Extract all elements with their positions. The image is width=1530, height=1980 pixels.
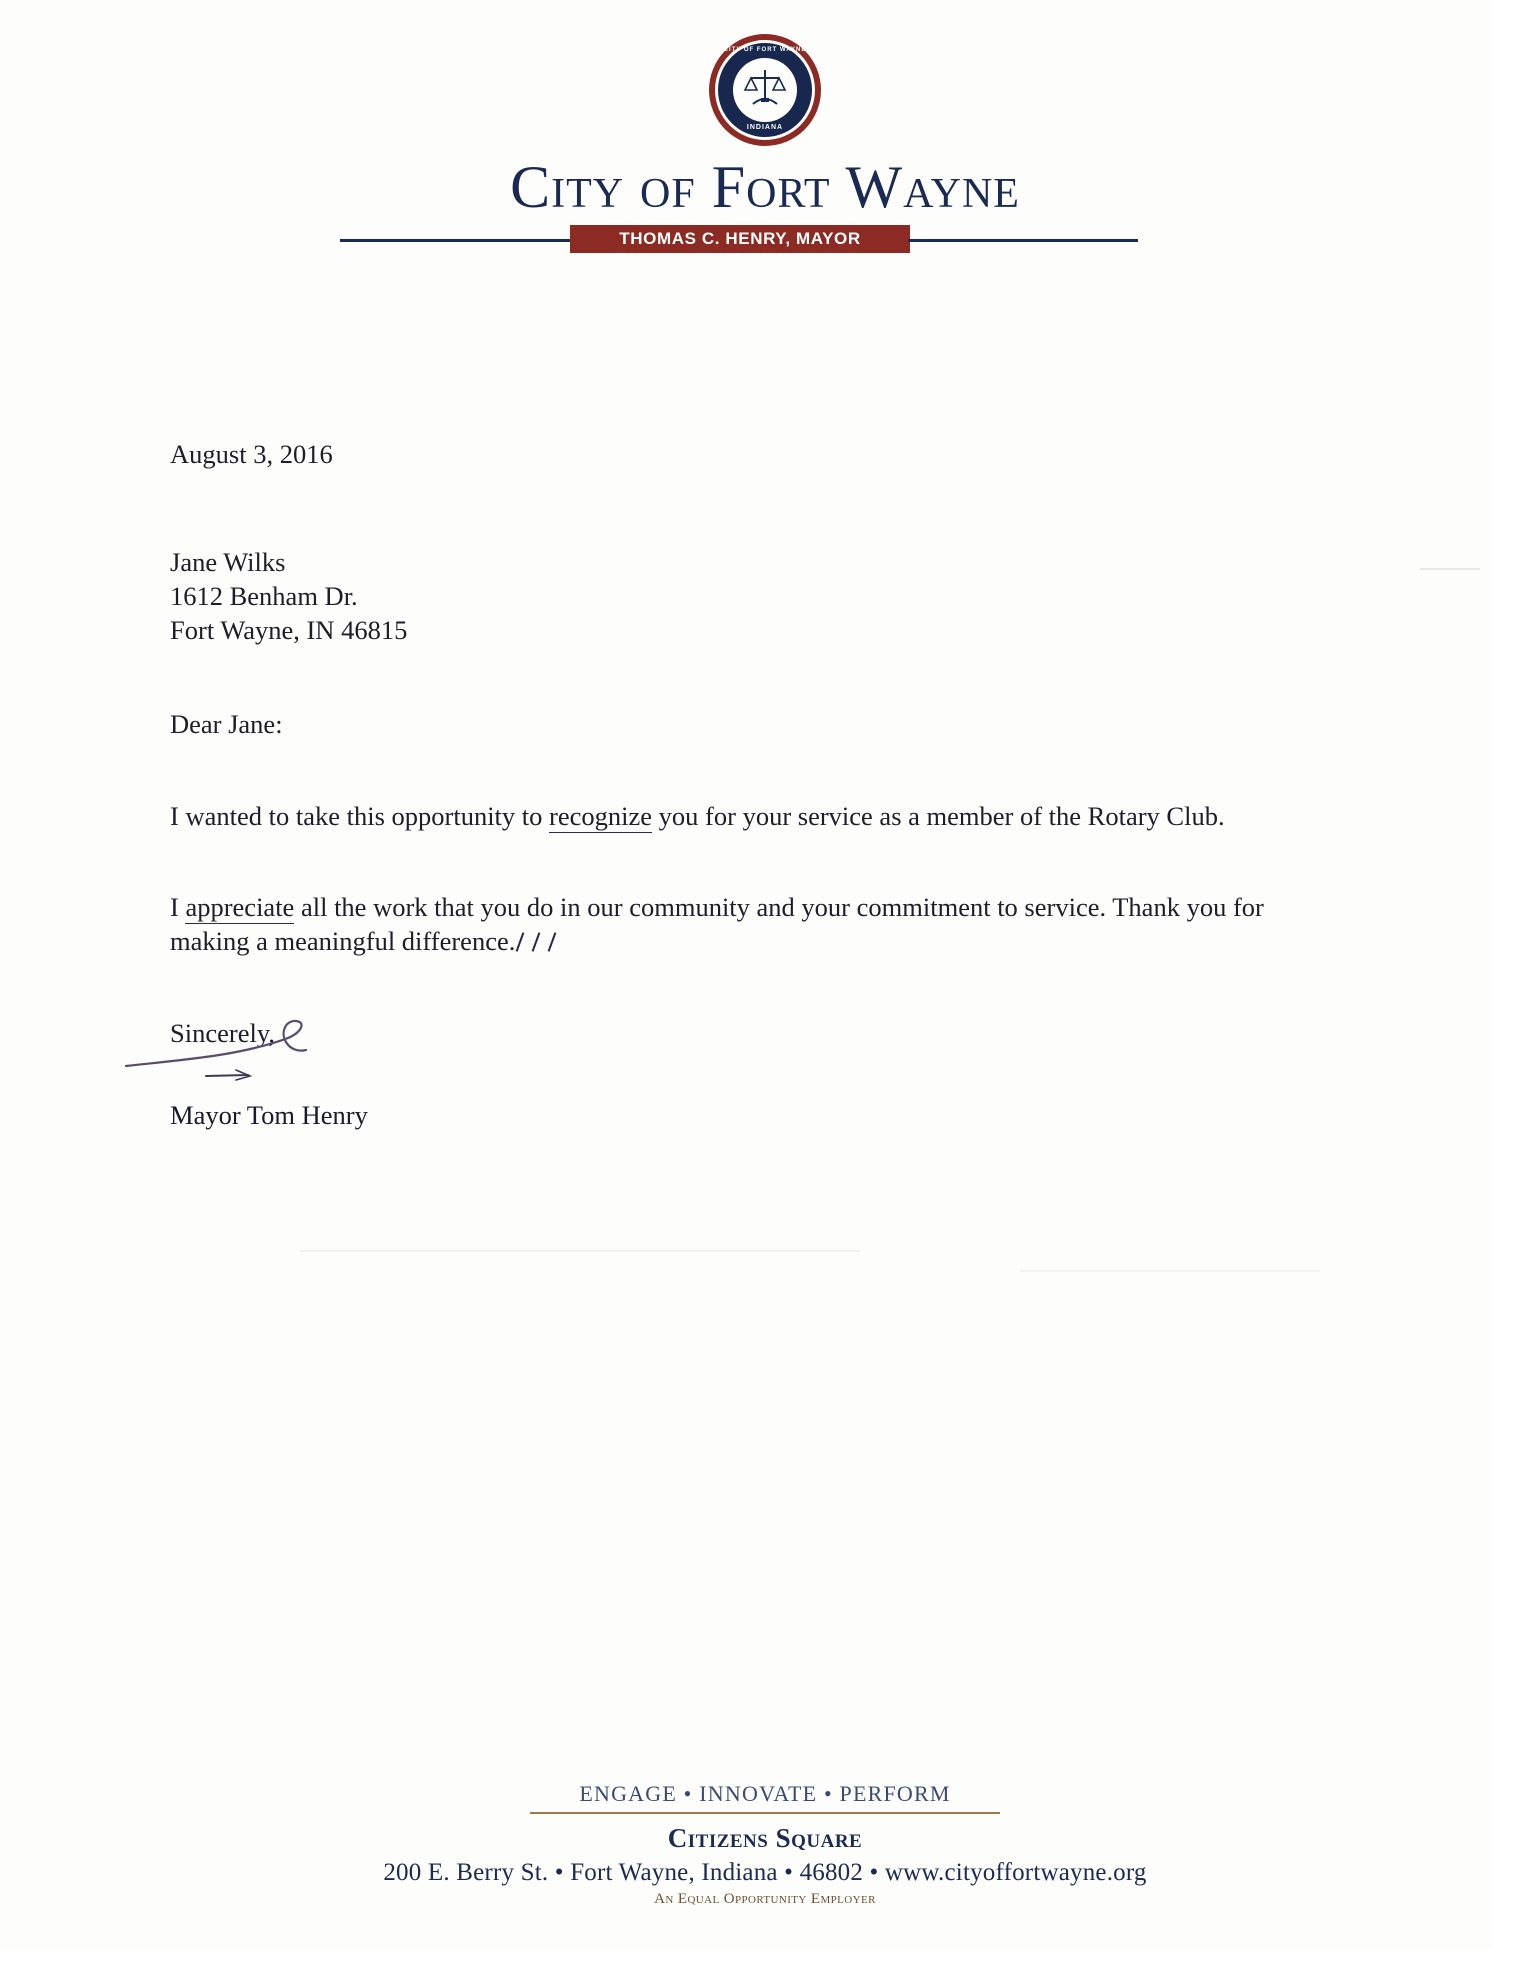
seal-emblem-icon	[739, 64, 791, 116]
footer-address: 200 E. Berry St. • Fort Wayne, Indiana • 46802 • www.cityoffortwayne.org	[383, 1859, 1147, 1886]
recipient-city-state-zip: Fort Wayne, IN 46815	[170, 614, 408, 645]
mayor-bar: THOMAS C. HENRY, MAYOR	[570, 225, 910, 253]
signer-name: Mayor Tom Henry	[170, 1100, 368, 1130]
paragraph-2-after: all the work that you do in our community and your commitment to service. Thank you for making a meaningful difference.	[170, 892, 1264, 957]
recipient-name: Jane Wilks	[170, 546, 286, 577]
footer-tagline: ENGAGE • INNOVATE • PERFORM	[579, 1781, 951, 1806]
scan-edge-bottom	[0, 1950, 1530, 1980]
paragraph-2	[170, 891, 1320, 959]
letterhead	[0, 34, 1530, 255]
signature-mark	[120, 1018, 380, 1088]
paragraph-1	[170, 800, 1320, 834]
footer-rule	[530, 1812, 1000, 1814]
recipient-street: 1612 Benham Dr.	[170, 580, 358, 611]
paragraph-2-lead: I	[170, 892, 186, 923]
rule-right	[908, 239, 1138, 242]
letter-footer	[0, 1781, 1530, 1908]
scan-edge-right	[1492, 0, 1530, 1980]
rule-left	[340, 239, 572, 242]
seal-bottom-text: INDIANA	[746, 124, 784, 131]
city-title: City of Fort Wayne	[510, 154, 1020, 220]
scan-artifact	[1020, 1270, 1320, 1272]
footer-building: Citizens Square	[667, 1823, 863, 1853]
paragraph-1-before: I wanted to take this opportunity to	[170, 800, 550, 831]
letterhead-rule-row	[0, 225, 1530, 255]
paragraph-1-after: you for your service as a member of the Rotary Club.	[652, 800, 1225, 831]
seal-top-text: CITY OF FORT WAYNE	[723, 47, 807, 53]
salutation: Dear Jane:	[170, 708, 283, 739]
scan-artifact	[300, 1250, 860, 1252]
handwritten-emphasis-marks	[515, 949, 567, 950]
paragraph-2-underlined: appreciate	[185, 892, 295, 923]
recipient-address	[170, 546, 1320, 648]
letter-date: August 3, 2016	[170, 439, 333, 469]
footer-equal-opportunity: An Equal Opportunity Employer	[654, 1891, 876, 1907]
closing: Sincerely,	[170, 1018, 275, 1049]
city-seal-icon	[709, 34, 821, 146]
scan-artifact	[1420, 568, 1480, 570]
paragraph-1-underlined: recognize	[549, 800, 653, 831]
letter-body	[170, 438, 1320, 1051]
